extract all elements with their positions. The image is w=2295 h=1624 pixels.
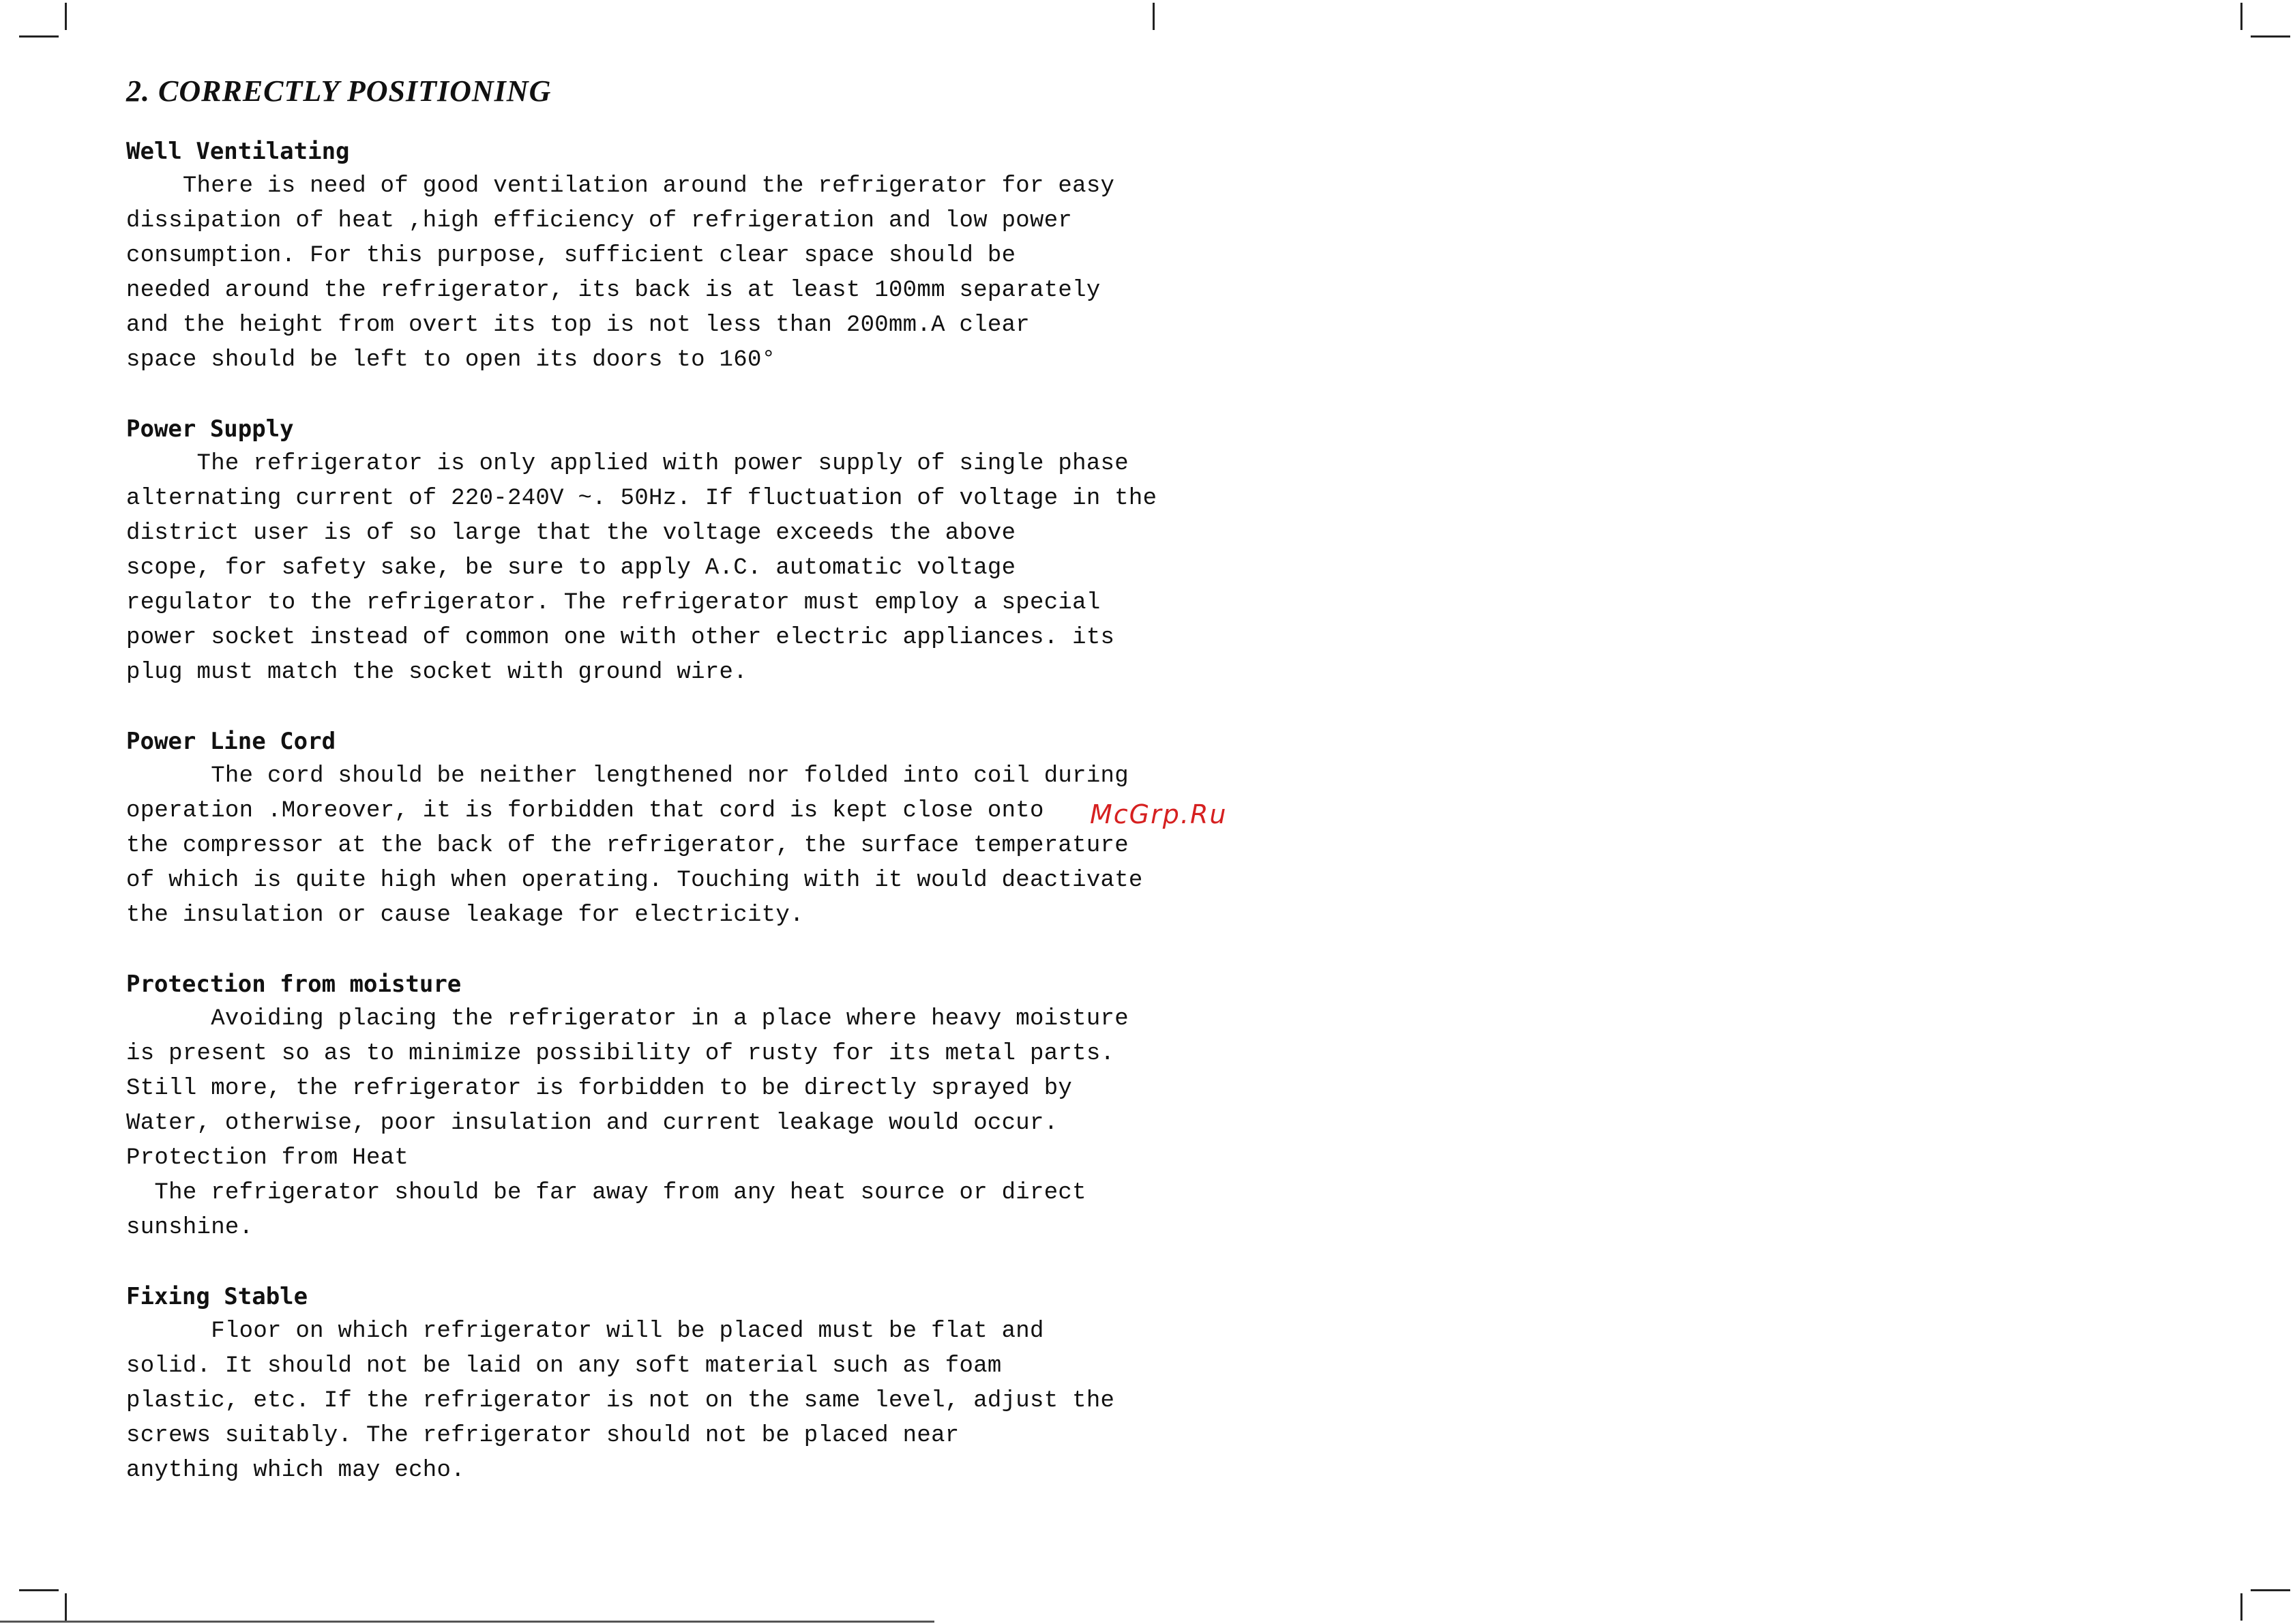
paragraph-line: operation .Moreover, it is forbidden that cord is kept close onto	[126, 798, 1044, 824]
paragraph-line: screws suitably. The refrigerator should not be placed near	[126, 1423, 960, 1449]
paragraph-line: anything which may echo.	[126, 1458, 465, 1483]
paragraph-line: sunshine.	[126, 1215, 254, 1241]
paragraph-line: and the height from overt its top is not less than 200mm.A clear	[126, 312, 1031, 338]
section-heading: Well Ventilating	[126, 138, 350, 165]
paragraph-line: The refrigerator is only applied with power supply of single phase	[126, 451, 1129, 477]
paragraph-line: is present so as to minimize possibility of rusty for its metal parts.	[126, 1041, 1115, 1067]
bottom-rule	[0, 1621, 934, 1623]
paragraph-line: the insulation or cause leakage for electricity.	[126, 902, 804, 928]
paragraph-line: There is need of good ventilation around the refrigerator for easy	[126, 173, 1115, 199]
crop-mark-top-right-h	[2251, 35, 2290, 38]
crop-mark-bottom-left-h	[19, 1589, 59, 1591]
crop-mark-bottom-right-h	[2251, 1589, 2290, 1591]
paragraph-line: scope, for safety sake, be sure to apply A.C. automatic voltage	[126, 555, 1016, 581]
paragraph-line: Still more, the refrigerator is forbidden to be directly sprayed by	[126, 1076, 1073, 1102]
crop-mark-top-center-v	[1153, 3, 1155, 30]
page-content	[126, 74, 1157, 1522]
crop-mark-bottom-right-v	[2240, 1593, 2242, 1621]
paragraph-line: regulator to the refrigerator. The refrigerator must employ a special	[126, 590, 1101, 616]
crop-mark-top-left-h	[19, 35, 59, 38]
paragraph-line: dissipation of heat ,high efficiency of refrigeration and low power	[126, 208, 1073, 234]
paragraph-line: consumption. For this purpose, sufficient clear space should be	[126, 243, 1016, 269]
crop-mark-top-left-v	[65, 3, 67, 30]
watermark-text: McGrp.Ru	[1090, 799, 1228, 829]
paragraph-line: The refrigerator should be far away from any heat source or direct	[126, 1180, 1086, 1206]
paragraph-line: solid. It should not be laid on any soft material such as foam	[126, 1353, 1002, 1379]
section-heading: Protection from moisture	[126, 971, 462, 998]
sections-container	[126, 134, 1157, 1488]
section-heading: Power Supply	[126, 415, 294, 443]
paragraph-line: needed around the refrigerator, its back is at least 100mm separately	[126, 278, 1101, 304]
paragraph-line: power socket instead of common one with other electric appliances. its	[126, 625, 1115, 651]
page-title: 2. CORRECTLY POSITIONING	[126, 74, 552, 108]
section	[126, 412, 1157, 690]
section	[126, 1280, 1115, 1488]
paragraph-line: Protection from Heat	[126, 1145, 409, 1171]
paragraph-line: of which is quite high when operating. Touching with it would deactivate	[126, 868, 1143, 894]
crop-mark-bottom-left-v	[65, 1593, 67, 1621]
paragraph-line: Avoiding placing the refrigerator in a place where heavy moisture	[126, 1006, 1129, 1032]
section	[126, 967, 1129, 1245]
paragraph-line: Floor on which refrigerator will be placed must be flat and	[126, 1318, 1044, 1344]
paragraph-line: Water, otherwise, poor insulation and current leakage would occur.	[126, 1110, 1058, 1136]
section	[126, 134, 1115, 378]
section	[126, 724, 1143, 933]
paragraph-line: The cord should be neither lengthened nor folded into coil during	[126, 763, 1129, 789]
crop-mark-top-right-v	[2240, 3, 2242, 30]
paragraph-line: space should be left to open its doors to 160°	[126, 347, 776, 373]
paragraph-line: alternating current of 220-240V ~. 50Hz. If fluctuation of voltage in the	[126, 486, 1157, 512]
paragraph-line: plug must match the socket with ground wire.	[126, 660, 747, 685]
paragraph-line: district user is of so large that the voltage exceeds the above	[126, 520, 1016, 546]
paragraph-line: the compressor at the back of the refrigerator, the surface temperature	[126, 833, 1129, 859]
section-heading: Fixing Stable	[126, 1283, 308, 1310]
paragraph-line: plastic, etc. If the refrigerator is not on the same level, adjust the	[126, 1388, 1115, 1414]
section-heading: Power Line Cord	[126, 728, 336, 755]
